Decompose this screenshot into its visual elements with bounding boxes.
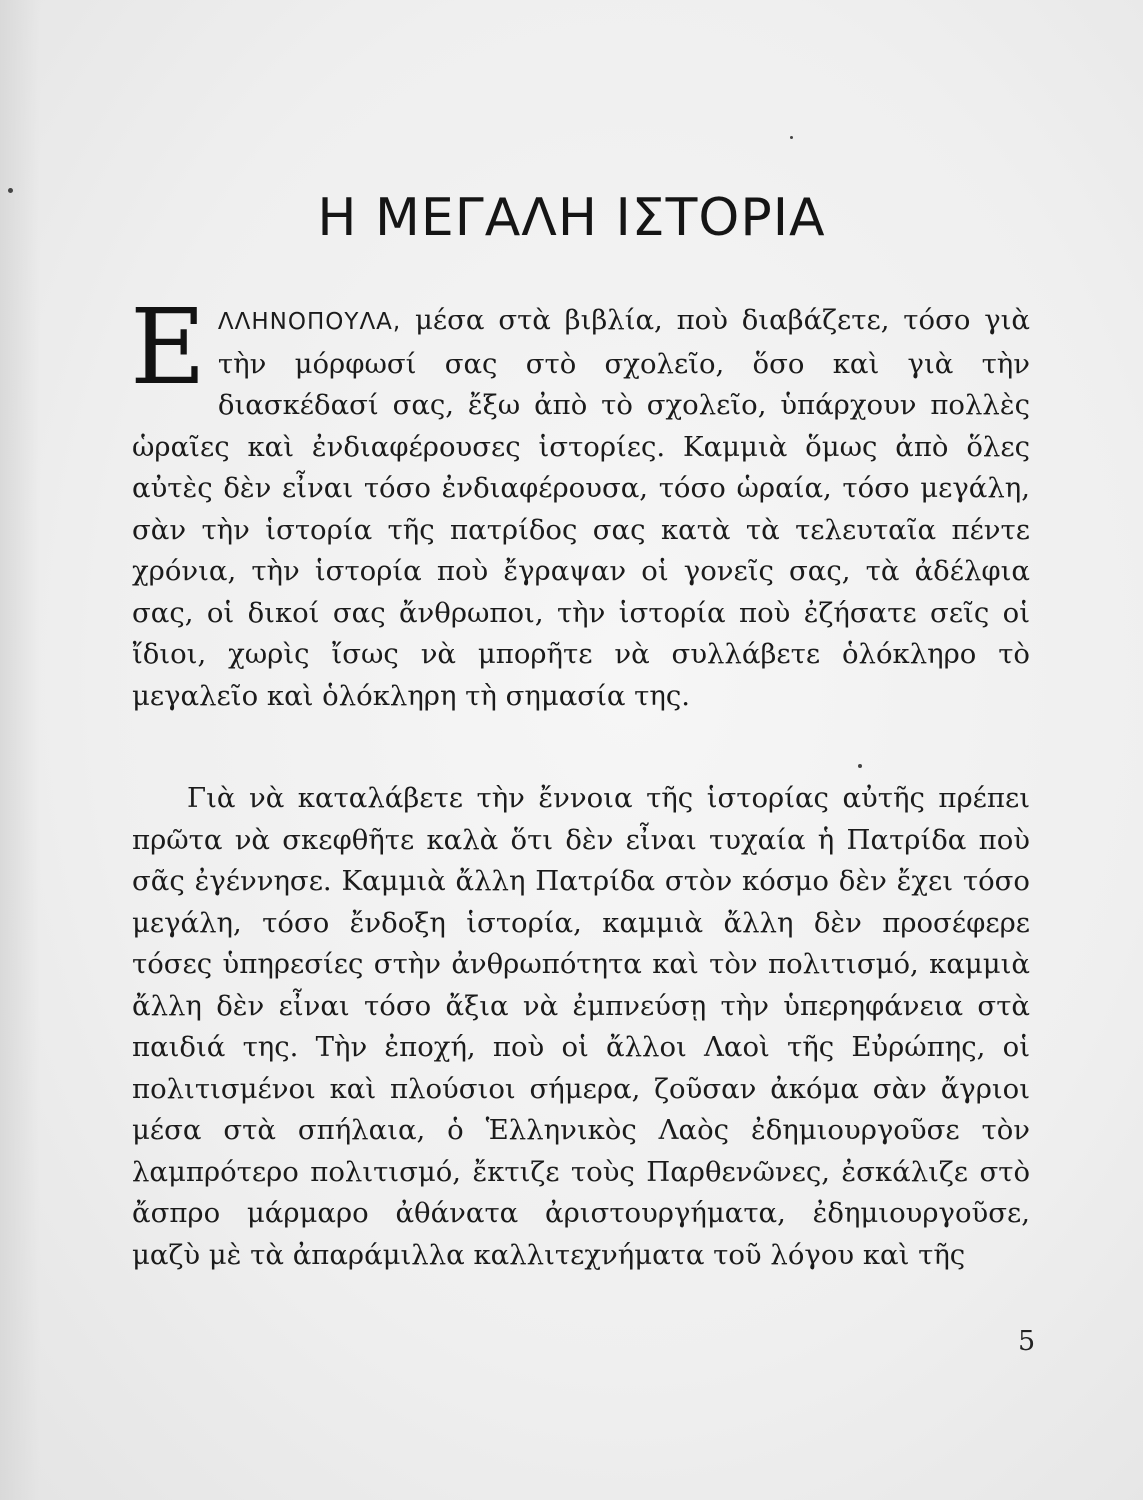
ink-speck	[790, 136, 793, 139]
drop-cap: Ε	[130, 286, 206, 408]
page-number: 5	[1018, 1326, 1036, 1357]
paragraph-1	[130, 286, 1030, 717]
paragraph-2: Γιὰ νὰ καταλάβετε τὴν ἔννοια τῆς ἱστορίας αὐτῆς πρέπει πρῶτα νὰ σκεφθῆτε καλὰ ὅτι δὲν εἶναι τυχαία ἡ Πατρίδα ποὺ σᾶς ἐγέννησε. Καμμιὰ ἄλλη Πατρίδα στὸν κόσμο δὲν ἔχει τόσο μεγάλη, τόσο ἔνδοξη ἱστορία, καμμιὰ ἄλλη δὲν προσέφερε τόσες ὑπηρεσίες στὴν ἀνθρωπότητα καὶ τὸν πολιτισμό, καμμιὰ ἄλλη δὲν εἶναι τόσο ἄξια νὰ ἐμπνεύσῃ τὴν ὑπερηφάνεια στὰ παιδιά της. Τὴν ἐποχή, ποὺ οἱ ἄλλοι Λαοὶ τῆς Εὐρώπης, οἱ πολιτισμένοι καὶ πλούσιοι σήμερα, ζοῦσαν ἀκόμα σὰν ἄγριοι μέσα στὰ σπήλαια, ὁ Ἑλληνικὸς Λαὸς ἐδημιουργοῦσε τὸν λαμπρότερο πολιτισμό, ἔκτιζε τοὺς Παρθενῶνες, ἐσκάλιζε στὸ ἄσπρο μάρμαρο ἀθάνατα ἀριστουργήματα, ἐδημιουργοῦσε, μαζὺ μὲ τὰ ἀπαράμιλλα καλλιτεχνήματα τοῦ λόγου καὶ τῆς	[132, 782, 1030, 1271]
paragraph-1-lead: ΛΛΗΝΟΠΟΥΛΑ,	[217, 309, 402, 335]
ink-speck	[858, 764, 862, 768]
page-title: Η ΜΕΓΑΛΗ ΙΣΤΟΡΙΑ	[317, 188, 826, 248]
paragraph-1-text: μέσα στὰ βιβλία, ποὺ διαβάζετε, τόσο γιὰ τὴν μόρφωσί σας στὸ σχολεῖο, ὅσο καὶ γιὰ τὴν διασκέδασί σας, ἔξω ἀπὸ τὸ σχολεῖο, ὑπάρχουν πολλὲς ὡραῖες καὶ ἐνδιαφέρουσες ἱστορίες. Καμμιὰ ὅμως ἀπὸ ὅλες αὐτὲς δὲν εἶναι τόσο ἐνδιαφέρουσα, τόσο ὡραία, τόσο μεγάλη, σὰν τὴν ἱστορία τῆς πατρίδος σας κατὰ τὰ τελευταῖα πέντε χρόνια, τὴν ἱστορία ποὺ ἔγραψαν οἱ γονεῖς σας, τὰ ἀδέλφια σας, οἱ δικοί σας ἄνθρωποι, τὴν ἱστορία ποὺ ἐζήσατε σεῖς οἱ ἴδιοι, χωρὶς ἴσως νὰ μπορῆτε νὰ συλλάβετε ὁλόκληρο τὸ μεγαλεῖο καὶ ὁλόκληρη τὴ σημασία της.	[132, 304, 1030, 712]
